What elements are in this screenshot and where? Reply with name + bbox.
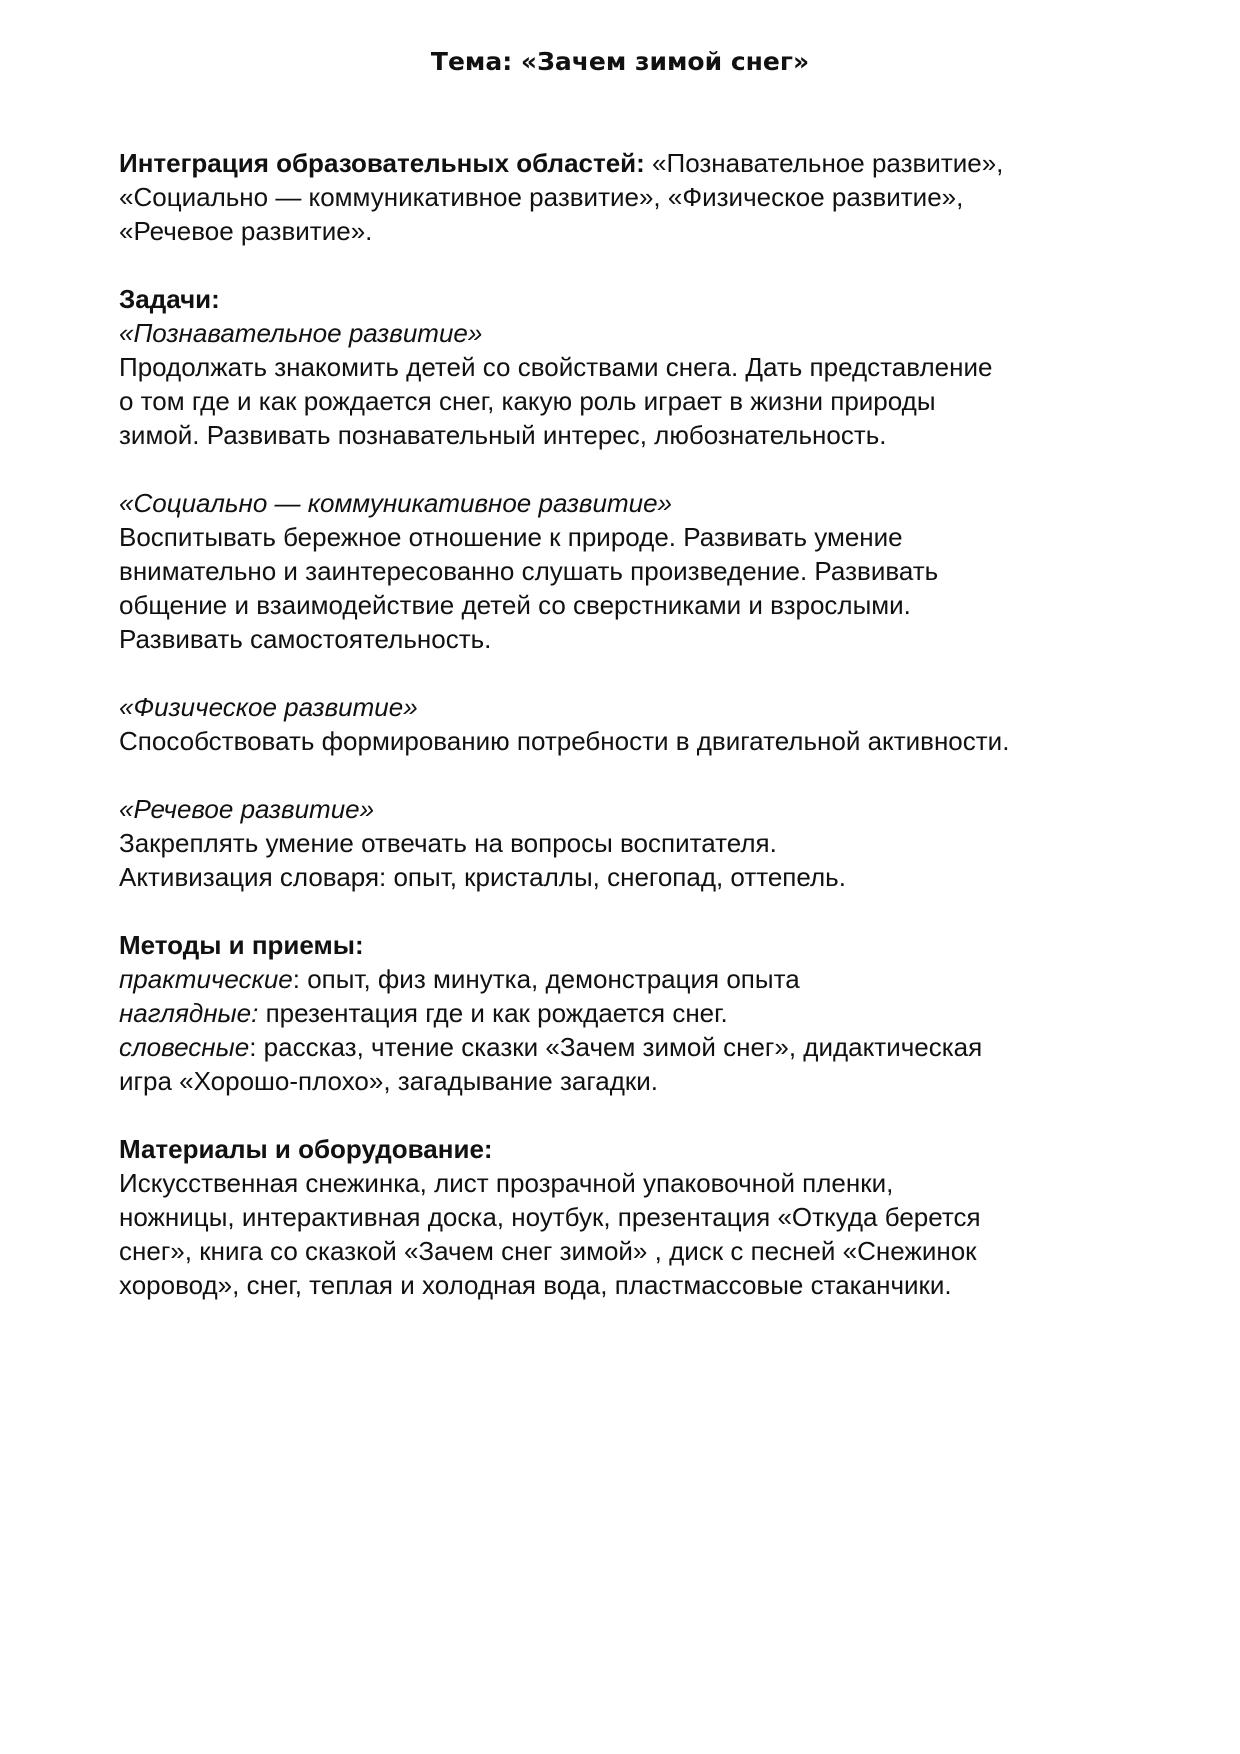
social-line: Развивать самостоятельность.	[119, 624, 492, 654]
cognitive-line: о том где и как рождается снег, какую роль играет в жизни природы	[119, 386, 936, 416]
document-body	[119, 146, 1139, 1302]
social-title: «Социально — коммуникативное развитие»	[119, 488, 672, 518]
integration-text: «Познавательное развитие»,	[644, 148, 1004, 178]
visual-label: наглядные:	[119, 998, 259, 1028]
speech-line: Активизация словаря: опыт, кристаллы, снегопад, оттепель.	[119, 862, 846, 892]
cognitive-line: зимой. Развивать познавательный интерес, любознательность.	[119, 420, 887, 450]
methods-verbal-line-2: игра «Хорошо-плохо», загадывание загадки.	[119, 1066, 659, 1096]
social-line: внимательно и заинтересованно слушать произведение. Развивать	[119, 556, 939, 586]
integration-line-1	[119, 146, 1139, 180]
social-line: общение и взаимодействие детей со сверстниками и взрослыми.	[119, 590, 911, 620]
physical-title: «Физическое развитие»	[119, 692, 418, 722]
document-title: Тема: «Зачем зимой снег»	[430, 47, 810, 76]
cognitive-line: Продолжать знакомить детей со свойствами снега. Дать представление	[119, 352, 993, 382]
integration-label: Интеграция образовательных областей:	[119, 148, 645, 178]
materials-line: Искусственная снежинка, лист прозрачной упаковочной пленки,	[119, 1168, 894, 1198]
verbal-label: словесные	[119, 1032, 250, 1062]
cognitive-title: «Познавательное развитие»	[119, 318, 483, 348]
integration-line-3: «Речевое развитие».	[119, 216, 373, 246]
materials-line: снег», книга со сказкой «Зачем снег зимой» , диск с песней «Снежинок	[119, 1236, 977, 1266]
practical-text: : опыт, физ минутка, демонстрация опыта	[292, 964, 800, 994]
materials-line: хоровод», снег, теплая и холодная вода, пластмассовые стаканчики.	[119, 1270, 952, 1300]
tasks-heading: Задачи:	[119, 284, 220, 314]
methods-visual	[119, 996, 1139, 1030]
speech-title: «Речевое развитие»	[119, 794, 375, 824]
methods-practical	[119, 962, 1139, 996]
visual-text: презентация где и как рождается снег.	[258, 998, 728, 1028]
materials-line: ножницы, интерактивная доска, ноутбук, презентация «Откуда берется	[119, 1202, 981, 1232]
speech-line: Закреплять умение отвечать на вопросы воспитателя.	[119, 828, 777, 858]
methods-verbal	[119, 1030, 1139, 1064]
social-line: Воспитывать бережное отношение к природе. Развивать умение	[119, 522, 903, 552]
verbal-text: : рассказ, чтение сказки «Зачем зимой снег», дидактическая	[249, 1032, 983, 1062]
methods-heading: Методы и приемы:	[119, 930, 364, 960]
practical-label: практические	[119, 964, 293, 994]
physical-line: Способствовать формированию потребности в двигательной активности.	[119, 726, 1010, 756]
integration-line-2: «Социально — коммуникативное развитие», «Физическое развитие»,	[119, 182, 964, 212]
materials-heading: Материалы и оборудование:	[119, 1134, 493, 1164]
